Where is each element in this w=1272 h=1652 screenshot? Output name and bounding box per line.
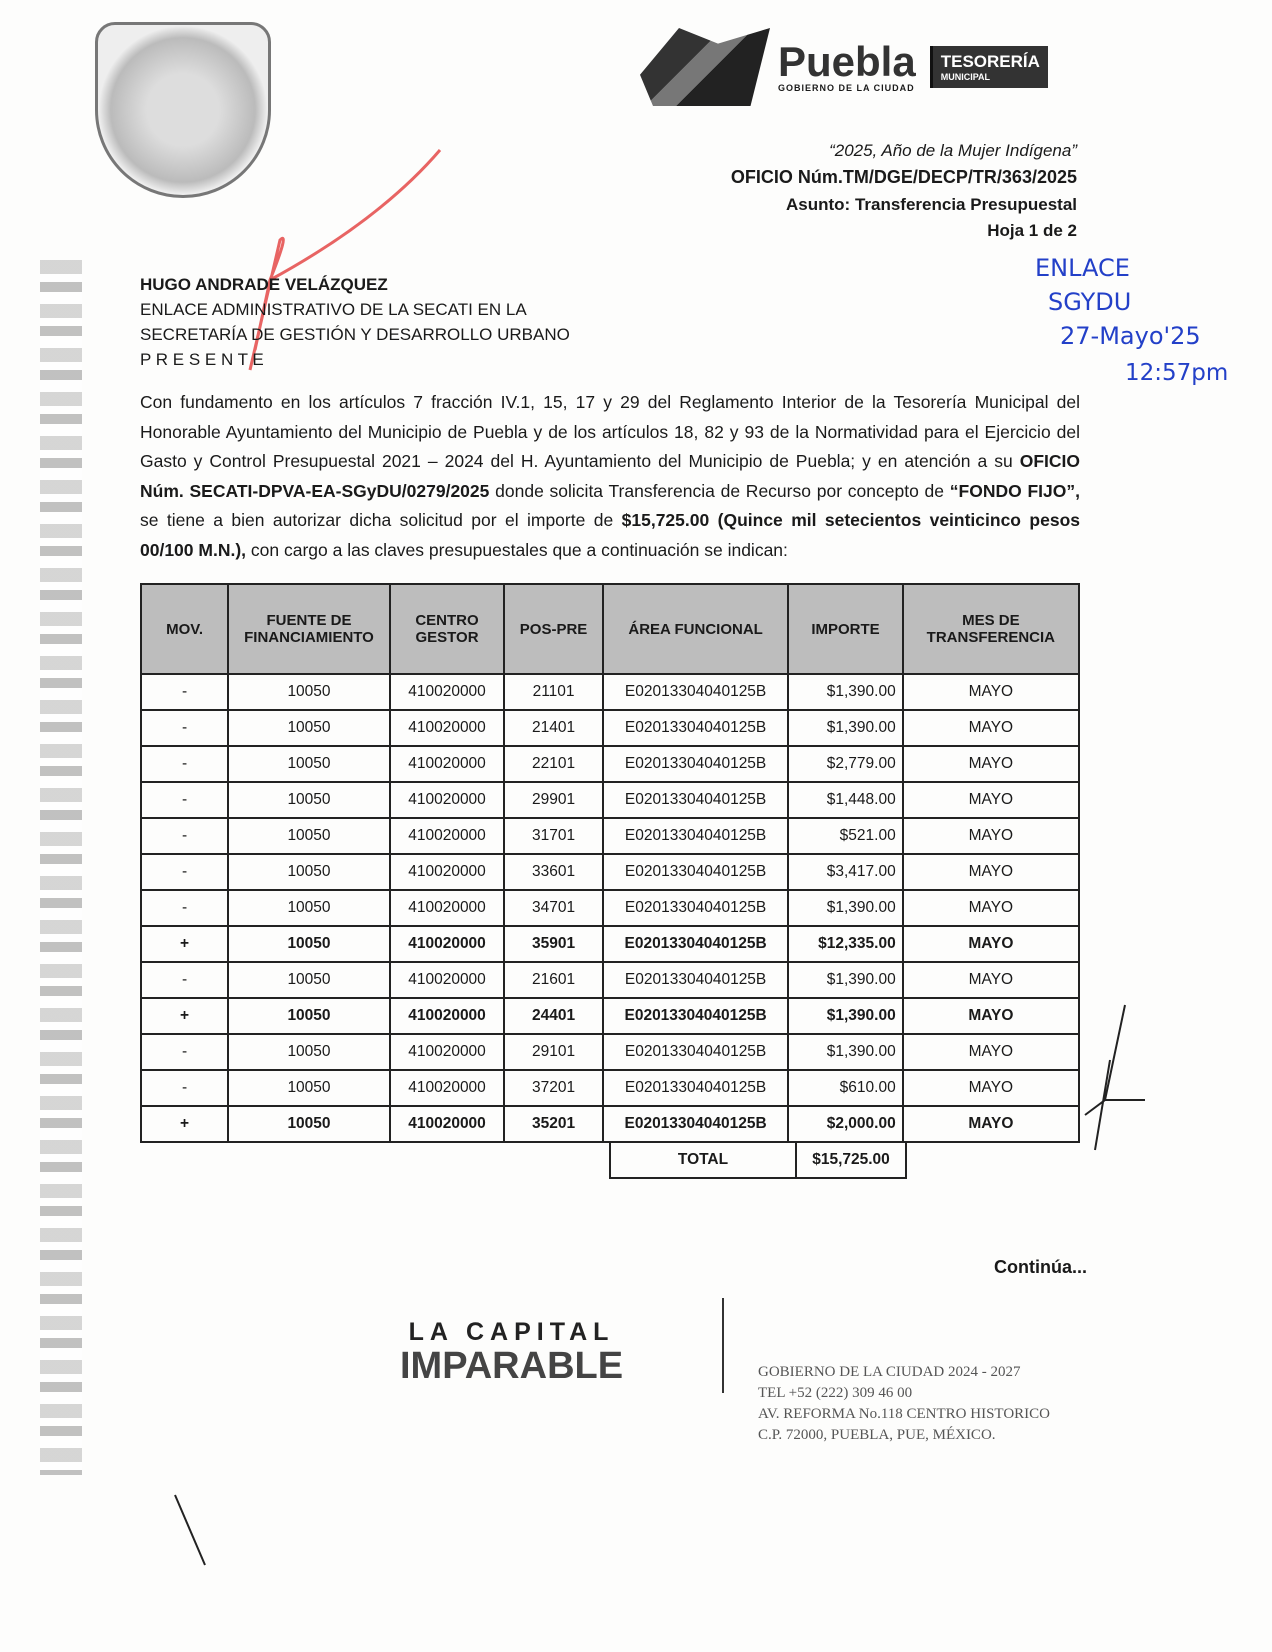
- dept-sub: MUNICIPAL: [940, 72, 991, 82]
- table-row: [141, 818, 1079, 854]
- table-cell: 410020000: [390, 818, 504, 854]
- table-cell: 410020000: [390, 998, 504, 1034]
- table-cell: 410020000: [390, 1070, 504, 1106]
- main-content: [140, 388, 1080, 1179]
- table-row: [141, 1070, 1079, 1106]
- table-cell: MAYO: [903, 746, 1079, 782]
- table-cell: -: [141, 854, 228, 890]
- table-row: [141, 1034, 1079, 1070]
- table-cell: $610.00: [788, 1070, 902, 1106]
- table-cell: MAYO: [903, 1106, 1079, 1142]
- table-cell: $3,417.00: [788, 854, 902, 890]
- body-text: Con fundamento en los artículos 7 fracción IV.1, 15, 17 y 29 del Reglamento Interior de la Tesorería Municipal del Honorable Ayuntamiento del Municipio de Puebla y de los artículos 18, 82 y 93 de la Normatividad para el Ejercicio del Gasto y Control Presupuestal 2021 – 2024 del H. Ayuntamiento del Municipio de Puebla; y en atención a su: [140, 392, 1080, 471]
- table-cell: -: [141, 1070, 228, 1106]
- table-cell: MAYO: [903, 998, 1079, 1034]
- table-cell: -: [141, 890, 228, 926]
- handwritten-time: 12:57pm: [1125, 360, 1229, 386]
- table-cell: 10050: [228, 1034, 390, 1070]
- table-cell: 21401: [504, 710, 603, 746]
- decorative-border: [40, 260, 82, 1475]
- column-header: ÁREA FUNCIONAL: [603, 584, 788, 674]
- table-cell: 410020000: [390, 1106, 504, 1142]
- table-cell: $12,335.00: [788, 926, 902, 962]
- table-cell: +: [141, 926, 228, 962]
- column-header: MOV.: [141, 584, 228, 674]
- table-cell: 10050: [228, 998, 390, 1034]
- table-cell: 10050: [228, 962, 390, 998]
- table-cell: -: [141, 782, 228, 818]
- pen-mark: [170, 1490, 210, 1570]
- footer-line: AV. REFORMA No.118 CENTRO HISTORICO: [758, 1406, 1050, 1422]
- puebla-logo: [640, 28, 1048, 106]
- presente: P R E S E N T E: [140, 350, 264, 369]
- oficio-reference: OFICIO Núm. SECATI-DPVA-EA-SGyDU/0279/2025: [140, 451, 1080, 501]
- table-cell: E02013304040125B: [603, 818, 788, 854]
- handwritten-note: ENLACE: [1035, 254, 1130, 282]
- table-cell: E02013304040125B: [603, 890, 788, 926]
- handwritten-note: SGYDU: [1048, 288, 1132, 316]
- table-cell: -: [141, 710, 228, 746]
- dept-label: TESORERÍA: [940, 52, 1040, 71]
- table-row: [141, 710, 1079, 746]
- table-cell: $1,390.00: [788, 674, 902, 710]
- asunto: Asunto: Transferencia Presupuestal: [786, 195, 1077, 214]
- table-cell: 410020000: [390, 854, 504, 890]
- table-cell: 410020000: [390, 782, 504, 818]
- slogan-logo: [400, 1318, 623, 1385]
- table-cell: 10050: [228, 926, 390, 962]
- table-cell: 10050: [228, 854, 390, 890]
- slogan-line2: IMPARABLE: [400, 1345, 624, 1387]
- table-row: [141, 1106, 1079, 1142]
- table-cell: E02013304040125B: [603, 1070, 788, 1106]
- table-cell: E02013304040125B: [603, 674, 788, 710]
- footer-line: C.P. 72000, PUEBLA, PUE, MÉXICO.: [758, 1427, 996, 1443]
- table-cell: 10050: [228, 674, 390, 710]
- table-cell: 10050: [228, 1106, 390, 1142]
- table-cell: 35201: [504, 1106, 603, 1142]
- table-cell: 10050: [228, 782, 390, 818]
- table-cell: $1,390.00: [788, 962, 902, 998]
- column-header: CENTRO GESTOR: [390, 584, 504, 674]
- logo-subtitle: GOBIERNO DE LA CIUDAD: [778, 83, 915, 93]
- table-cell: MAYO: [903, 782, 1079, 818]
- table-cell: E02013304040125B: [603, 926, 788, 962]
- slogan-line1: LA CAPITAL: [408, 1318, 615, 1346]
- table-row: [141, 854, 1079, 890]
- table-cell: E02013304040125B: [603, 710, 788, 746]
- table-cell: 33601: [504, 854, 603, 890]
- table-cell: E02013304040125B: [603, 854, 788, 890]
- table-cell: 410020000: [390, 746, 504, 782]
- table-cell: 410020000: [390, 926, 504, 962]
- footer-divider: [722, 1298, 724, 1393]
- total-table: [609, 1141, 907, 1179]
- table-cell: $1,390.00: [788, 890, 902, 926]
- table-cell: 10050: [228, 746, 390, 782]
- table-cell: 410020000: [390, 962, 504, 998]
- logo-city: Puebla: [778, 38, 916, 85]
- total-value: $15,725.00: [796, 1142, 906, 1178]
- table-cell: E02013304040125B: [603, 962, 788, 998]
- body-paragraph: [140, 388, 1080, 565]
- table-cell: 22101: [504, 746, 603, 782]
- body-text: donde solicita Transferencia de Recurso por concepto de: [489, 480, 950, 501]
- amount: $15,725.00 (Quince mil setecientos veinticinco pesos 00/100 M.N.),: [140, 510, 1080, 560]
- table-cell: $2,000.00: [788, 1106, 902, 1142]
- tesoreria-badge: [930, 46, 1048, 88]
- table-cell: 31701: [504, 818, 603, 854]
- table-cell: 35901: [504, 926, 603, 962]
- table-cell: +: [141, 1106, 228, 1142]
- table-cell: E02013304040125B: [603, 782, 788, 818]
- table-cell: MAYO: [903, 890, 1079, 926]
- table-cell: $521.00: [788, 818, 902, 854]
- body-text: se tiene a bien autorizar dicha solicitud por el importe de: [140, 510, 622, 530]
- table-cell: $2,779.00: [788, 746, 902, 782]
- table-cell: MAYO: [903, 818, 1079, 854]
- table-row: [141, 998, 1079, 1034]
- table-cell: -: [141, 818, 228, 854]
- table-cell: MAYO: [903, 674, 1079, 710]
- table-cell: 37201: [504, 1070, 603, 1106]
- table-cell: 34701: [504, 890, 603, 926]
- column-header: POS-PRE: [504, 584, 603, 674]
- table-cell: 10050: [228, 890, 390, 926]
- table-cell: E02013304040125B: [603, 1106, 788, 1142]
- table-cell: 21101: [504, 674, 603, 710]
- oficio-number: OFICIO Núm.TM/DGE/DECP/TR/363/2025: [730, 167, 1077, 187]
- table-cell: MAYO: [903, 710, 1079, 746]
- column-header: FUENTE DE FINANCIAMIENTO: [228, 584, 390, 674]
- table-cell: MAYO: [903, 1034, 1079, 1070]
- table-cell: 410020000: [390, 1034, 504, 1070]
- table-cell: 410020000: [390, 674, 504, 710]
- table-cell: 24401: [504, 998, 603, 1034]
- table-row: [141, 962, 1079, 998]
- table-cell: E02013304040125B: [603, 998, 788, 1034]
- recipient-dept: SECRETARÍA DE GESTIÓN Y DESARROLLO URBANO: [140, 325, 570, 344]
- column-header: IMPORTE: [788, 584, 902, 674]
- table-cell: E02013304040125B: [603, 746, 788, 782]
- column-header: MES DE TRANSFERENCIA: [903, 584, 1079, 674]
- table-cell: MAYO: [903, 1070, 1079, 1106]
- page-count: Hoja 1 de 2: [987, 221, 1077, 240]
- table-cell: MAYO: [903, 962, 1079, 998]
- table-cell: 29101: [504, 1034, 603, 1070]
- table-cell: 29901: [504, 782, 603, 818]
- footer-line: GOBIERNO DE LA CIUDAD 2024 - 2027: [758, 1364, 1021, 1380]
- total-label: TOTAL: [610, 1142, 796, 1178]
- footer-address: [758, 1362, 1050, 1446]
- continua-label: Continúa...: [994, 1257, 1087, 1277]
- table-cell: $1,390.00: [788, 710, 902, 746]
- table-cell: MAYO: [903, 926, 1079, 962]
- table-cell: MAYO: [903, 854, 1079, 890]
- table-row: [141, 890, 1079, 926]
- table-cell: -: [141, 1034, 228, 1070]
- footer-phone: TEL +52 (222) 309 46 00: [758, 1385, 913, 1401]
- motto: “2025, Año de la Mujer Indígena”: [829, 141, 1077, 160]
- table-cell: 410020000: [390, 710, 504, 746]
- table-cell: 10050: [228, 710, 390, 746]
- logo-emblem-icon: [640, 28, 770, 106]
- recipient-block: [140, 272, 570, 372]
- table-cell: 10050: [228, 1070, 390, 1106]
- table-cell: -: [141, 962, 228, 998]
- concept: “FONDO FIJO”,: [949, 480, 1080, 501]
- recipient-title: ENLACE ADMINISTRATIVO DE LA SECATI EN LA: [140, 300, 527, 319]
- recipient-name: HUGO ANDRADE VELÁZQUEZ: [140, 275, 388, 294]
- table-row: [141, 782, 1079, 818]
- handwritten-date: 27-Mayo'25: [1060, 322, 1201, 350]
- handwritten-signature: [1075, 1000, 1155, 1160]
- table-cell: -: [141, 674, 228, 710]
- table-cell: 21601: [504, 962, 603, 998]
- table-row: [141, 926, 1079, 962]
- body-text: con cargo a las claves presupuestales que a continuación se indican:: [246, 539, 788, 560]
- budget-table: [140, 583, 1080, 1143]
- table-cell: $1,448.00: [788, 782, 902, 818]
- table-cell: $1,390.00: [788, 998, 902, 1034]
- table-row: [141, 674, 1079, 710]
- table-cell: 10050: [228, 818, 390, 854]
- table-cell: +: [141, 998, 228, 1034]
- table-row: [141, 746, 1079, 782]
- table-cell: 410020000: [390, 890, 504, 926]
- table-cell: E02013304040125B: [603, 1034, 788, 1070]
- table-cell: -: [141, 746, 228, 782]
- table-cell: $1,390.00: [788, 1034, 902, 1070]
